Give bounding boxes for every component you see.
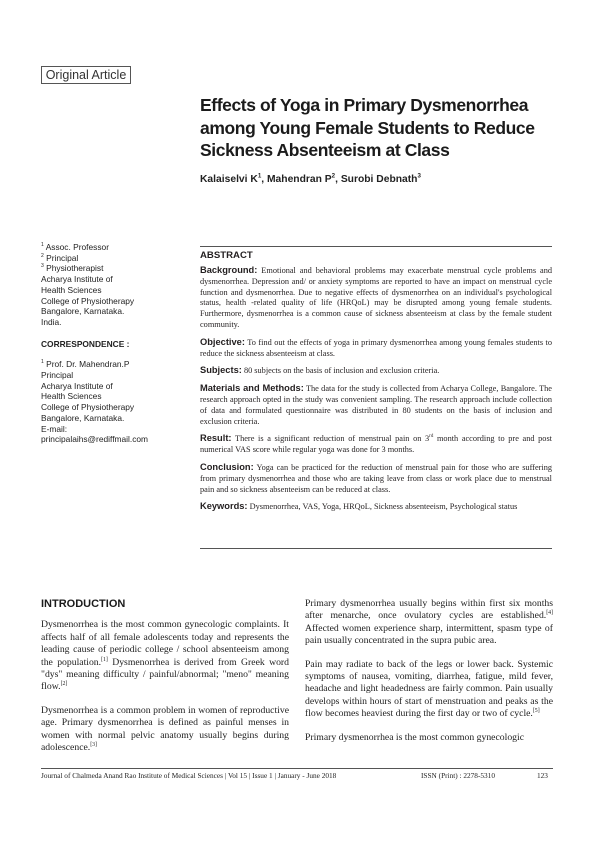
body-column-left [41,598,289,765]
abstract-background: Background: Emotional and behavioral problems may exacerbate menstrual cycle problems and dysmenorrhea. Depression and/ or anxiety symptoms are reported to have an impact on menstrual cycle function and dysmenorrhea. Due to negative effects of dysmenorrhea on an individual's psychological status, health -related quality of life (HRQoL) may be disrupted among young female students. Furthermore, dysmenorrhea is a common cause of sickness absenteeism at class by the female student community. [200,265,553,329]
affiliation-role: $^1$ Assoc. Professor [41,242,109,252]
body-paragraph: Dysmenorrhea is the most common gynecologic complaints. It affects half of all female adolescents today and represents the leading cause of periodic college / school absenteeism among the population.[1] Dysmenorrhea is derived from Greek word "dys" meaning difficulty / painful/abnormal; "meno" meaning flow.[2] [41,619,289,693]
abstract-heading: ABSTRACT [200,250,253,261]
author-name: Surobi Debnath [340,174,418,185]
page-number: 123 [537,771,548,780]
author-sup: 1 [257,172,262,180]
abstract-result: Result: There is a significant reduction of menstrual pain on 3rd month according to pre and post numerical VAS score while regular yoga was done for 3 months. [200,433,552,455]
correspondence-email: principalaihs@rediffmail.com [41,434,149,445]
author-name: Mahendran P [266,174,332,185]
abstract-block [200,250,552,519]
author-sup: 2 [331,172,336,180]
footer-issn: ISSN (Print) : 2278-5310 [421,771,495,780]
affiliation-line: College of Physiotherapy [41,295,135,306]
section-heading-introduction: INTRODUCTION [41,598,126,610]
correspondence-heading: CORRESPONDENCE : [41,338,130,349]
footer-rule [41,768,553,769]
correspondence-line: E-mail: [41,423,68,434]
article-type-label: Original Article [41,66,131,84]
body-paragraph: Primary dysmenorrhea is the most common gynecologic [305,731,524,743]
correspondence-line: Acharya Institute of [41,380,113,391]
abstract-bottom-rule [200,548,552,549]
correspondence-line: College of Physiotherapy [41,402,135,413]
abstract-conclusion: Conclusion: Yoga can be practiced for the reduction of menstrual pain for those who are suffering from primary dysmenorrhea and those who are taking leave from class or work place due to menstrual pain and so sickness absenteeism can be reduced at class. [200,461,552,494]
article-title: Effects of Yoga in Primary Dysmenorrhea among Young Female Students to Reduce Sickness Absenteeism at Class [200,95,535,160]
abstract-subjects: Subjects: 80 subjects on the basis of inclusion and exclusion criteria. [200,365,440,376]
author-separator: , [261,174,267,185]
author-sup: 3 [417,172,421,180]
correspondence-line: Health Sciences [41,391,102,402]
body-paragraph: Pain may radiate to back of the legs or lower back. Systemic symptoms of nausea, vomiting, diarrhea, fatigue, mild fever, headache and light headedness are fairly common. Pain usually develops within hours of start of menstruation and peaks as the flow becomes heaviest during the first day or two of cycle.[5] [305,658,553,720]
affiliation-sidebar [41,242,191,445]
correspondence-line: Principal [41,370,74,381]
correspondence-name: $^1$ Prof. Dr. Mahendran.P [41,359,130,370]
affiliation-line: Health Sciences [41,284,102,295]
author-list [200,174,421,185]
affiliation-role: $^2$ Principal [41,252,79,263]
affiliation-role: $^3$ Physiotherapist [41,263,104,274]
footer-journal: Journal of Chalmeda Anand Rao Institute of Medical Sciences | Vol 15 | Issue 1 | January - June 2018 [41,771,337,780]
body-paragraph: Primary dysmenorrhea usually begins within first six months after menarche, once ovulatory cycles are established.[4] Affected women experience sharp, intermittent, spasm type of pain usually concentrated in the supra pubic area. [305,598,553,647]
abstract-keywords: Keywords: Dysmenorrhea, VAS, Yoga, HRQoL, Sickness absenteeism, Psychological status [200,501,518,512]
abstract-top-rule [200,246,552,247]
affiliation-line: Bangalore, Karnataka. [41,306,125,317]
affiliation-line: Acharya Institute of [41,274,113,285]
abstract-methods: Materials and Methods: The data for the study is collected from Acharya College, Bangalore. The research approach opted in the study was convenient sampling. The research approach include collection of data and formulated questionnaire was distributed in 80 students on the basis of inclusion and exclusion criteria. [200,383,552,426]
author-separator: , [335,174,341,185]
affiliation-line: India. [41,316,62,327]
body-column-right [305,598,553,755]
correspondence-line: Bangalore, Karnataka. [41,412,125,423]
abstract-objective: Objective: To find out the effects of yoga in primary dysmenorrhea among young females students to reduce the sickness absenteeism at class. [200,336,552,358]
author-name: Kalaiselvi K [200,174,258,185]
body-paragraph: Dysmenorrhea is a common problem in women of reproductive age. Primary dysmenorrhea is defined as painful menses in women with normal pelvic anatomy usually begins during adolescence.[3] [41,704,289,754]
